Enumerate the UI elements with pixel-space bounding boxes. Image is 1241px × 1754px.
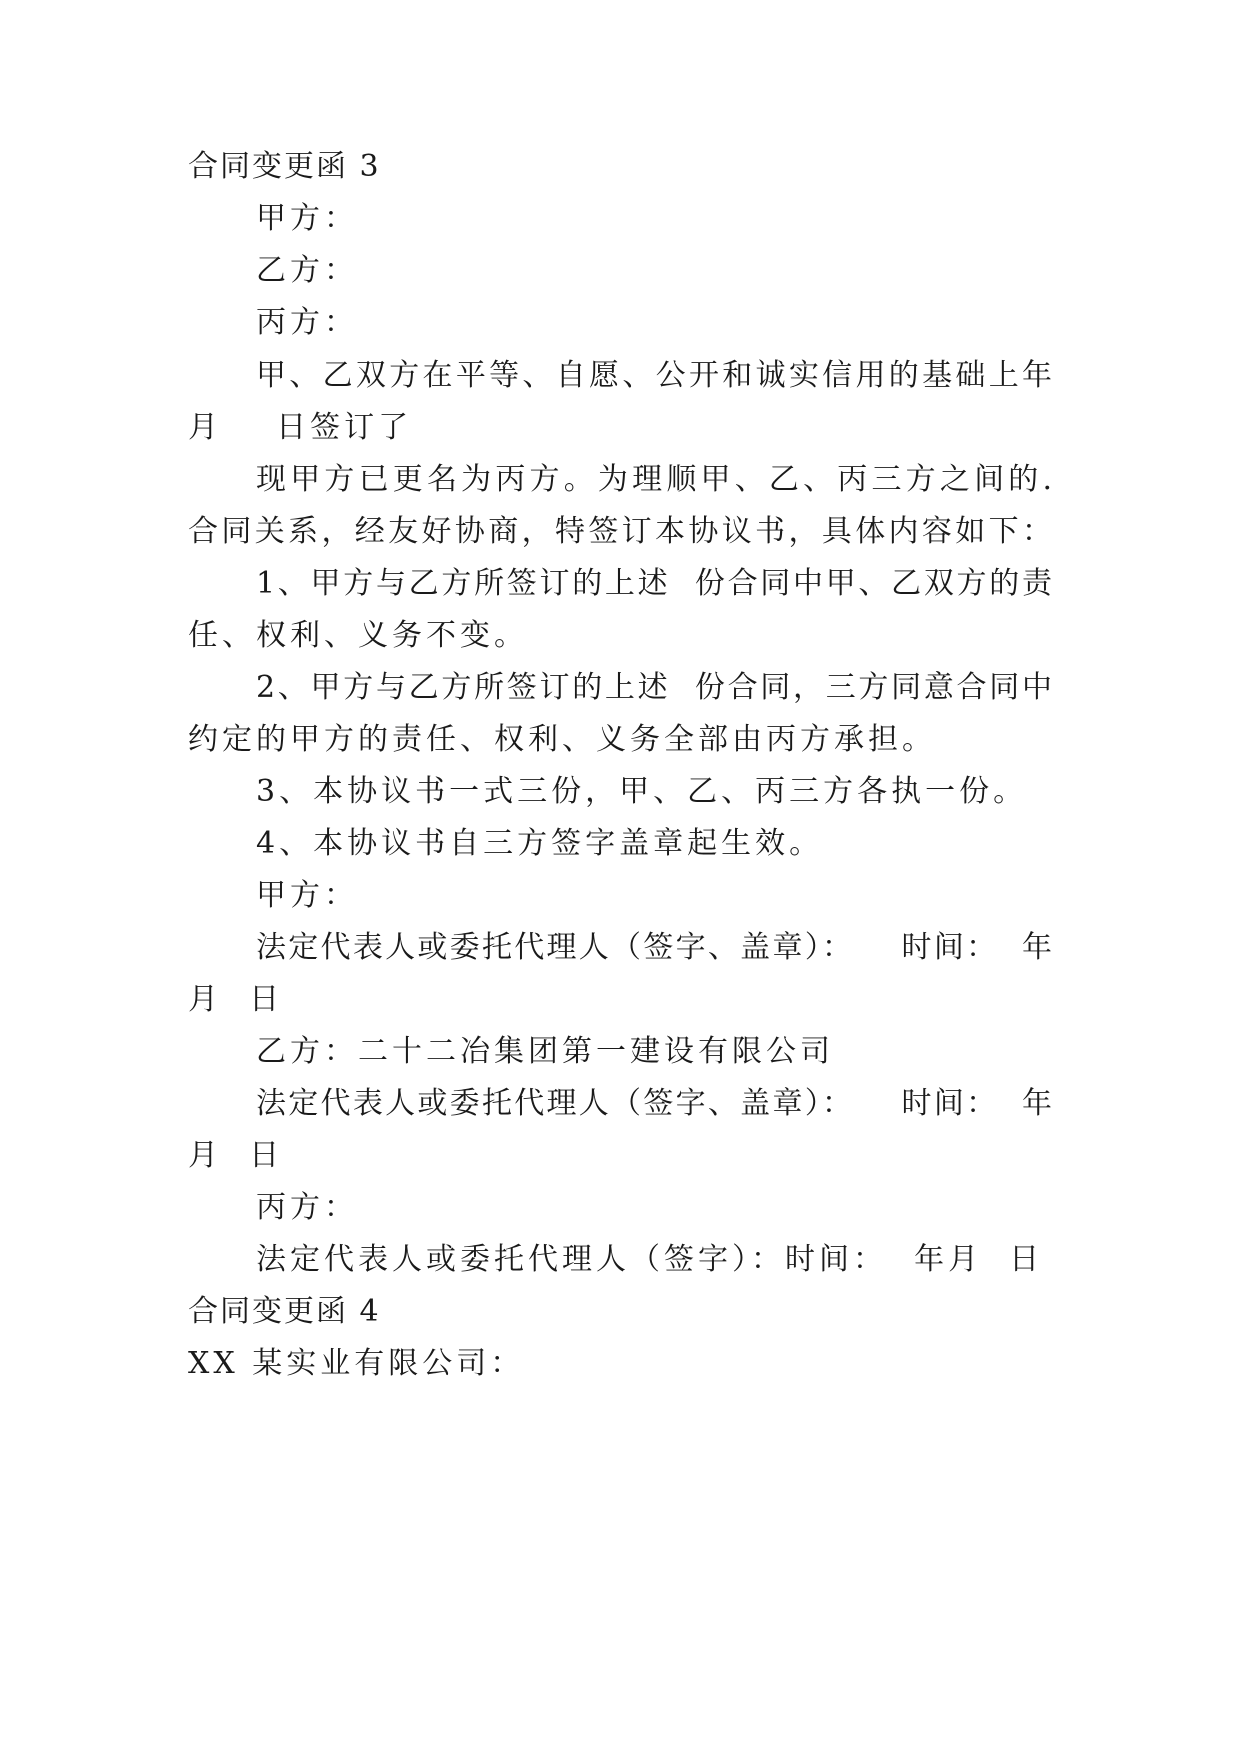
paragraph-2-line-1: 现甲方已更名为丙方。为理顺甲、乙、丙三方之间的. bbox=[256, 462, 1052, 497]
signature-a-representative-line-1: 法定代表人或委托代理人（签字、盖章）： 时间： 年 bbox=[256, 930, 1052, 965]
party-c-label: 丙方： bbox=[256, 305, 358, 340]
clause-2-line-1: 2、甲方与乙方所签订的上述 份合同，三方同意合同中 bbox=[256, 670, 1052, 705]
signature-b-representative-line-2: 月 日 bbox=[188, 1138, 284, 1173]
party-a-label: 甲方： bbox=[256, 201, 358, 236]
signature-party-b: 乙方：二十二冶集团第一建设有限公司 bbox=[256, 1034, 834, 1069]
signature-party-a: 甲方： bbox=[256, 878, 358, 913]
clause-1-line-1: 1、甲方与乙方所签订的上述 份合同中甲、乙双方的责 bbox=[256, 566, 1052, 601]
party-b-label: 乙方： bbox=[256, 253, 358, 288]
paragraph-1-line-1: 甲、乙双方在平等、自愿、公开和诚实信用的基础上年 bbox=[256, 358, 1052, 393]
signature-b-representative-line-1: 法定代表人或委托代理人（签字、盖章）： 时间： 年 bbox=[256, 1086, 1052, 1121]
signature-party-c: 丙方： bbox=[256, 1190, 358, 1225]
clause-1-line-2: 任、权利、义务不变。 bbox=[188, 618, 528, 653]
addressee-line: XX 某实业有限公司： bbox=[188, 1346, 525, 1381]
signature-a-representative-line-2: 月 日 bbox=[188, 982, 284, 1017]
paragraph-2-line-2: 合同关系，经友好协商，特签订本协议书，具体内容如下： bbox=[188, 514, 1052, 549]
section-heading-4: 合同变更函 4 bbox=[188, 1294, 381, 1329]
paragraph-1-line-2: 月 日签订了 bbox=[188, 410, 413, 445]
signature-c-representative: 法定代表人或委托代理人（签字）：时间： 年月 日 bbox=[256, 1242, 1044, 1277]
clause-4: 4、本协议书自三方签字盖章起生效。 bbox=[256, 826, 824, 861]
clause-2-line-2: 约定的甲方的责任、权利、义务全部由丙方承担。 bbox=[188, 722, 936, 757]
clause-3: 3、本协议书一式三份，甲、乙、丙三方各执一份。 bbox=[256, 774, 1028, 809]
section-heading-3: 合同变更函 3 bbox=[188, 149, 381, 184]
